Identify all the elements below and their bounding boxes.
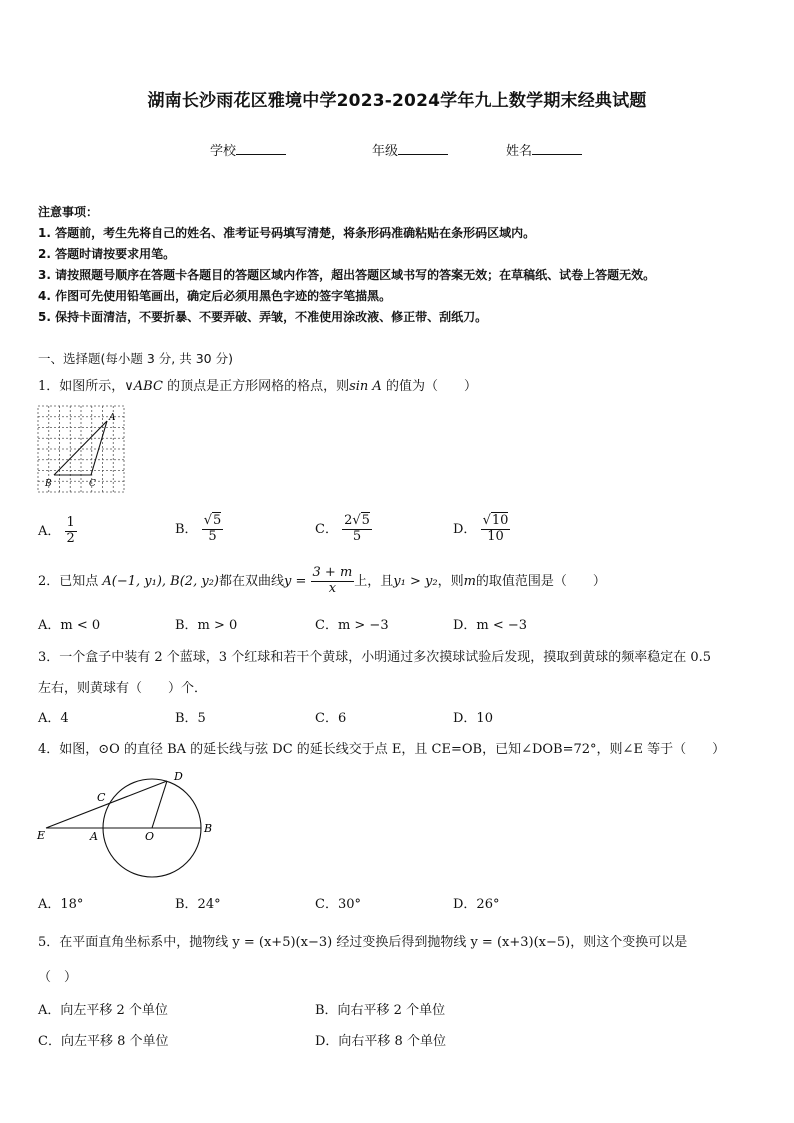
q4-option-c[interactable]: C．30°: [315, 897, 361, 912]
q1-option-d[interactable]: D． $\frac{√10}{10}$: [453, 513, 509, 544]
note-item: 2. 答题时请按要求用笔。: [38, 247, 176, 261]
q3-option-d[interactable]: D．10: [453, 711, 493, 726]
note-item: 3. 请按照题号顺序在答题卡各题目的答题区域内作答，超出答题区域书写的答案无效；在草稿纸、试卷上答题无效。: [38, 268, 656, 282]
vertex-b-label: B: [45, 479, 52, 489]
school-field[interactable]: 学校: [210, 140, 286, 159]
q3-option-a[interactable]: A．4: [38, 711, 69, 726]
point-b-label: B: [204, 822, 213, 835]
name-field[interactable]: 姓名: [506, 140, 582, 159]
q4-option-a[interactable]: A．18°: [38, 897, 84, 912]
q2-option-d[interactable]: D．m < −3: [453, 618, 528, 633]
vertex-c-label: C: [89, 479, 96, 489]
section-heading: 一、选择题(每小题 3 分, 共 30 分): [38, 351, 233, 366]
point-e-label: E: [37, 829, 46, 842]
note-item: 1. 答题前，考生先将自己的姓名、准考证号码填写清楚，将条形码准确粘贴在条形码区域内。: [38, 226, 536, 240]
q3-option-b[interactable]: B．5: [175, 711, 206, 726]
question-5-stem-line2: （ ）: [38, 970, 78, 985]
q2-option-a[interactable]: A．m < 0: [38, 618, 101, 633]
question-3-stem-line1: 3．一个盒子中装有 2 个蓝球，3 个红球和若干个黄球，小明通过多次摸球试验后发现，摸取到黄球的频率稳定在 0.5: [38, 650, 712, 665]
school-blank[interactable]: [236, 142, 286, 155]
point-a-label: A: [90, 830, 98, 843]
question-3-stem-line2: 左右，则黄球有（ ）个．: [38, 681, 208, 696]
q1-option-b[interactable]: B． $\frac{√5}{5}$: [175, 513, 222, 544]
q5-option-a[interactable]: A．向左平移 2 个单位: [38, 1003, 168, 1018]
line-ed: [46, 781, 167, 828]
note-item: 5. 保持卡面清洁，不要折暴、不要弄破、弄皱，不准使用涂改液、修正带、刮纸刀。: [38, 310, 488, 324]
grade-field[interactable]: 年级: [372, 140, 448, 159]
q1-option-a[interactable]: A． $\frac{1}{2}$: [38, 515, 75, 546]
vertex-a-label: A: [109, 413, 116, 423]
point-c-label: C: [97, 791, 106, 804]
q4-option-b[interactable]: B．24°: [175, 897, 221, 912]
q2-option-b[interactable]: B．m > 0: [175, 618, 238, 633]
q2-option-c[interactable]: C．m > −3: [315, 618, 389, 633]
question-4-circle-figure: [34, 765, 224, 880]
q5-option-b[interactable]: B．向右平移 2 个单位: [315, 1003, 446, 1018]
notes-heading: 注意事项：: [38, 205, 99, 219]
q3-option-c[interactable]: C．6: [315, 711, 347, 726]
point-o-label: O: [145, 830, 155, 843]
question-1-stem: 1．如图所示，∨ABC 的顶点是正方形网格的格点，则sin A 的值为（ ）: [38, 379, 477, 394]
question-4-stem: 4．如图，⊙O 的直径 BA 的延长线与弦 DC 的延长线交于点 E，且 CE=OB，已知∠DOB=72°，则∠E 等于（ ）: [38, 742, 726, 757]
question-1-grid-figure: [36, 404, 128, 496]
grade-blank[interactable]: [398, 142, 448, 155]
q5-option-c[interactable]: C．向左平移 8 个单位: [38, 1034, 169, 1049]
point-d-label: D: [174, 770, 183, 783]
question-2-stem: 2．已知点 A(−1, y₁), B(2, y₂)都在双曲线y = $\frac{3 + m}{x}$ 上，且y₁ > y₂，则m的取值范围是（ ）: [38, 565, 606, 596]
name-blank[interactable]: [532, 142, 582, 155]
q1-option-c[interactable]: C． $\frac{2√5}{5}$: [315, 513, 370, 544]
q4-option-d[interactable]: D．26°: [453, 897, 500, 912]
segment-od: [152, 781, 167, 828]
q5-option-d[interactable]: D．向右平移 8 个单位: [315, 1034, 446, 1049]
note-item: 4. 作图可先使用铅笔画出，确定后必须用黑色字迹的签字笔描黑。: [38, 289, 392, 303]
page-title: 湖南长沙雨花区雅境中学2023-2024学年九上数学期末经典试题: [147, 91, 647, 111]
question-5-stem-line1: 5．在平面直角坐标系中，抛物线 y = (x+5)(x−3) 经过变换后得到抛物线 y = (x+3)(x−5)，则这个变换可以是: [38, 935, 688, 950]
